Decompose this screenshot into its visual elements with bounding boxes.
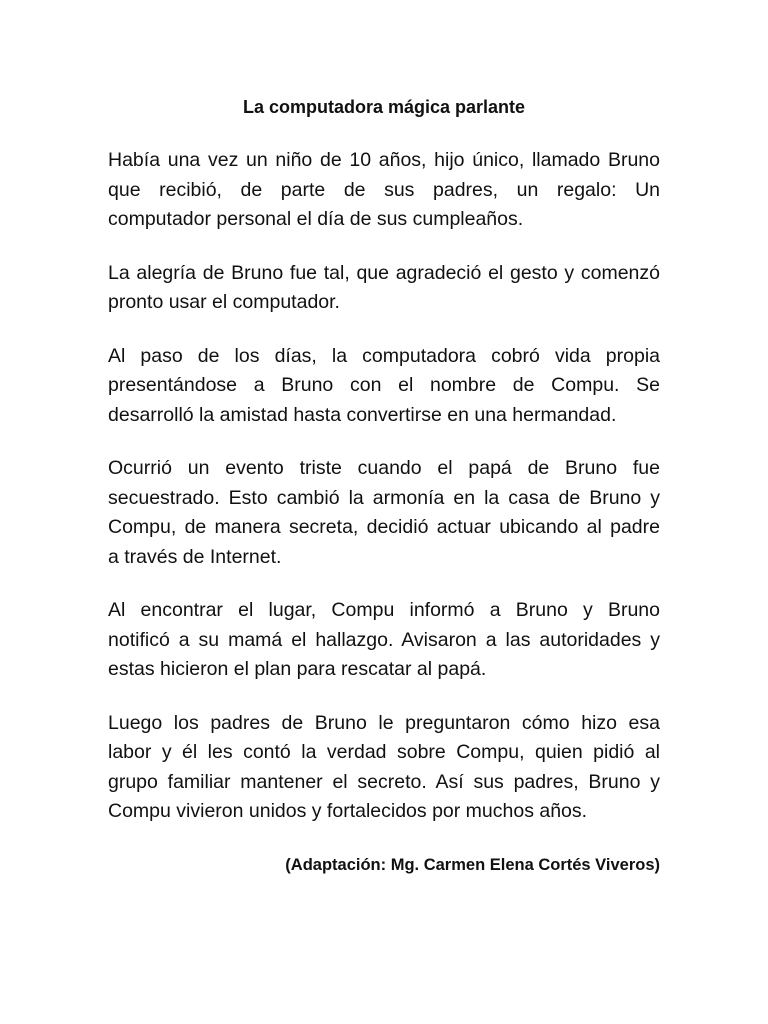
text-line: grupo familiar mantener el secreto. Así sus padres, Bruno y	[108, 770, 660, 793]
text-line: labor y él les contó la verdad sobre Compu, quien pidió al	[108, 741, 660, 763]
text-line: Luego los padres de Bruno le preguntaron cómo hizo esa	[108, 711, 660, 734]
text-line: desarrolló la amistad hasta convertirse en una hermandad.	[108, 403, 617, 426]
text-line: La alegría de Bruno fue tal, que agradeció el gesto y comenzó	[108, 261, 660, 284]
document-body	[108, 146, 660, 827]
text-line: Al encontrar el lugar, Compu informó a Bruno y Bruno	[108, 599, 660, 621]
paragraph	[108, 709, 660, 827]
document-title: La computadora mágica parlante	[242, 97, 526, 117]
text-line: Compu, de manera secreta, decidió actuar ubicando al padre	[108, 516, 660, 538]
paragraph	[108, 454, 660, 572]
document-page	[108, 92, 660, 879]
paragraph	[108, 259, 660, 318]
text-line: estas hicieron el plan para rescatar al papá.	[108, 658, 487, 680]
text-line: Al paso de los días, la computadora cobró vida propia	[108, 344, 660, 367]
text-line: secuestrado. Esto cambió la armonía en la casa de Bruno y	[108, 486, 660, 509]
text-line: pronto usar el computador.	[108, 291, 340, 313]
paragraph	[108, 146, 660, 235]
text-line: Había una vez un niño de 10 años, hijo único, llamado Bruno	[108, 149, 660, 171]
text-line: notificó a su mamá el hallazgo. Avisaron a las autoridades y	[108, 628, 660, 651]
text-line: que recibió, de parte de sus padres, un regalo: Un	[108, 178, 660, 201]
text-line: Compu vivieron unidos y fortalecidos por muchos años.	[108, 800, 588, 822]
text-line: presentándose a Bruno con el nombre de Compu. Se	[108, 374, 660, 396]
paragraph	[108, 596, 660, 685]
text-line: computador personal el día de sus cumpleaños.	[108, 208, 524, 230]
attribution: (Adaptación: Mg. Carmen Elena Cortés Viveros)	[285, 855, 660, 874]
text-line: a través de Internet.	[108, 545, 282, 568]
text-line: Ocurrió un evento triste cuando el papá de Bruno fue	[108, 457, 660, 479]
paragraph	[108, 342, 660, 431]
